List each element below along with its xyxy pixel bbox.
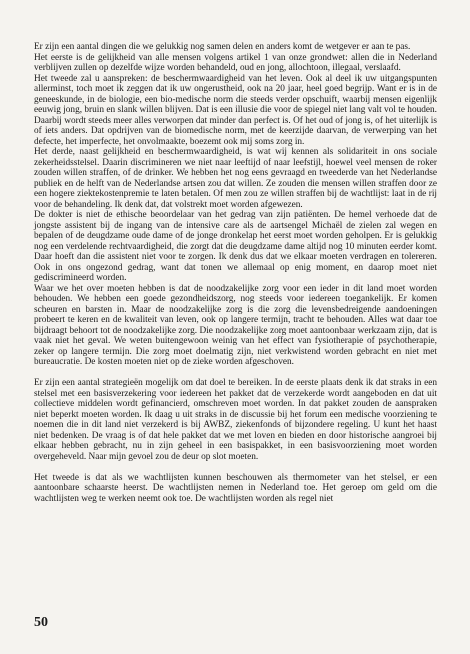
paragraph: Het eerste is de gelijkheid van alle mensen volgens artikel 1 van onze grondwet: allen die in Nederland verblijven zullen op dezelfde wijze worden behandeld, oud en jong, allochtoon, illegaal, verslaafd.	[34, 52, 437, 73]
paragraph: Waar we het over moeten hebben is dat de noodzakelijke zorg voor een ieder in dit land moet worden behouden. We hebben een goede gezondheidszorg, nog steeds voor iedereen toegankelijk. Er komen scheuren en barsten in. Maar de noodzakelijke zorg is die zorg die levensbedreigende aandoeningen probeert te keren en de kwaliteit van leven, ook op langere termijn, tracht te behouden. Alles wat daar toe bijdraagt behoort tot de noodzakelijke zorg. Die noodzakelijke zorg moet aantoonbaar werkzaam zijn, dat is vaak niet het geval. We weten buitengewoon weinig van het effect van fysiotherapie of psychotherapie, zeker op langere termijn. Die zorg moet doelmatig zijn, niet verkwistend worden gebracht en niet met bureaucratie. De kosten moeten niet op de zieke worden afgeschoven.	[34, 283, 437, 367]
paragraph: Er zijn een aantal strategieën mogelijk om dat doel te bereiken. In de eerste plaats denk ik dat straks in een stelsel met een basisverzekering voor iedereen het pakket dat de verzekerde wordt aangeboden en dat uit collectieve middelen wordt gefinancierd, omschreven moet worden. In dat pakket zouden de aanspraken niet beperkt moeten worden. Ik daag u uit straks in de discussie bij het forum een medische voorziening te noemen die in dit land niet verzekerd is bij AWBZ, ziekenfonds of bijzondere regeling. U kunt het haast niet bedenken. De vraag is of dat hele pakket dat we met loven en bieden en door historische aangroei bij elkaar hebben gebracht, nu in zijn geheel in een basispakket, in een basisvoorziening moet worden overgeheveld. Naar mijn gevoel zou de deur op slot moeten.	[34, 378, 437, 462]
paragraph: Er zijn een aantal dingen die we gelukkig nog samen delen en anders komt de wetgever er aan te pas.	[34, 42, 411, 52]
paragraph-gap	[34, 368, 437, 379]
paragraph-gap	[34, 462, 437, 473]
page-number: 50	[34, 615, 48, 630]
paragraph: De dokter is niet de ethische beoordelaar van het gedrag van zijn patiënten. De hemel verhoede dat de jongste assistent bij de ingang van de intensive care als de aartsengel Michaël de zielen zal wegen en bepalen of de deugdzame oude dame of de jonge dronkelap het eerst moet worden geholpen. Er is gelukkig nog een verdelende rechtvaardigheid, die zorgt dat die deugdzame dame altijd nog 10 minuten eerder komt. Daar hoeft dan die assistent niet voor te zorgen. Ik denk dus dat we elkaar moeten verdragen en tolereren. Ook in ons ongezond gedrag, want dat tonen we allemaal op enig moment, en daarop moet niet gediscrimineerd worden.	[34, 210, 437, 283]
body-text	[34, 42, 437, 504]
paragraph: Het derde, naast gelijkheid en beschermwaardigheid, is wat wij kennen als solidariteit in ons sociale zekerheidsstelsel. Daarin discrimineren we niet naar leeftijd of naar leefstijl, hoewel veel mensen de roker zouden willen straffen, of de drinker. We hebben het nog eens gevraagd en tweederde van het Nederlandse publiek en de helft van de Nederlandse artsen zou dat willen. Ze zouden die mensen willen straffen door ze een hogere ziektekostenpremie te laten betalen. Of men zou ze willen straffen bij de wachtlijst: laat in de rij voor de behandeling. Ik denk dat, dat volstrekt moet worden afgewezen.	[34, 147, 437, 210]
paragraph: Het tweede is dat als we wachtlijsten kunnen beschouwen als thermometer van het stelsel, er een aantoonbare schaarste heerst. De wachtlijsten nemen in Nederland toe. Het geroep om geld om die wachtlijsten weg te werken neemt ook toe. De wachtlijsten worden als regel niet	[34, 472, 437, 504]
paragraph: Het tweede zal u aanspreken: de beschermwaardigheid van het leven. Ook al deel ik uw uitgangspunten allerminst, toch moet ik zeggen dat ik uw ongerustheid, ook na 20 jaar, heel goed begrijp. Want er is in de geneeskunde, in de biologie, een bio-medische norm die steeds verder opschuift, waarbij mensen eigenlijk eeuwig jong, bruin en slank willen blijven. Dat is een illusie die voor de spiegel niet lang valt vol te houden. Daarbij wordt steeds meer alles verworpen dat minder dan perfect is. Of het oud of jong is, of het uiterlijk is of iets anders. Dat opdrijven van de biomedische norm, met de keerzijde daarvan, de verwerping van het defecte, het imperfecte, het onvolmaakte, boezemt ook mij soms zorg in.	[34, 73, 437, 147]
